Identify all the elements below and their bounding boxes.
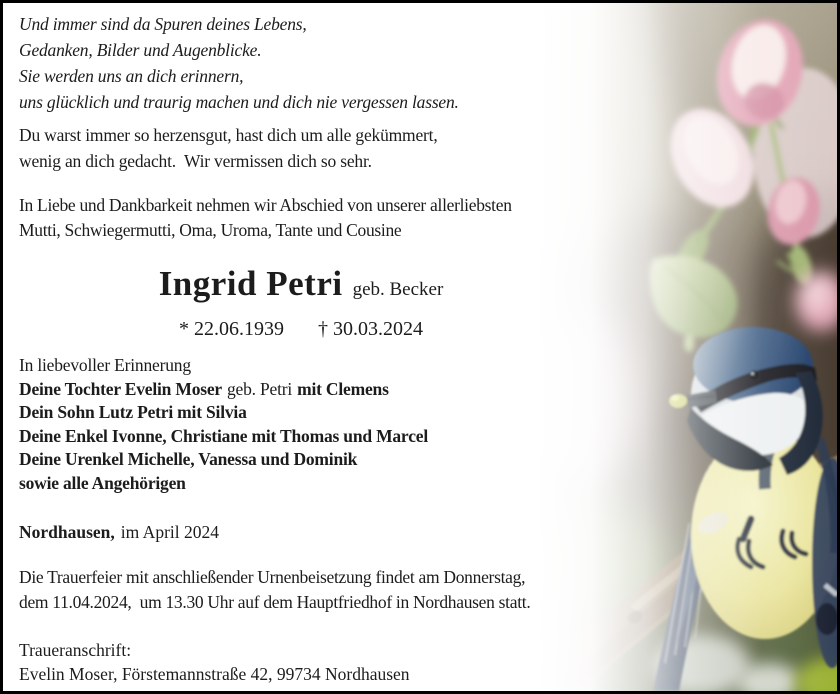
poem <box>19 11 459 115</box>
mourner-line-daughter <box>19 378 428 402</box>
daughter-bold-start: Deine Tochter Evelin Moser <box>19 378 222 399</box>
tribute-line: Du warst immer so herzensgut, hast dich um alle gekümmert, <box>19 125 438 145</box>
poem-line: Sie werden uns an dich erinnern, <box>19 66 244 86</box>
farewell-line: In Liebe und Dankbarkeit nehmen wir Abschied von unserer allerliebsten <box>19 195 512 215</box>
place-name: Nordhausen, <box>19 522 115 542</box>
funeral-info <box>19 565 530 615</box>
daughter-bold-end: mit Clemens <box>297 378 389 399</box>
daughter-maiden: geb. Petri <box>227 378 293 399</box>
obituary-text <box>3 3 837 691</box>
deceased-name-line <box>3 263 599 311</box>
birth-date: * 22.06.1939 <box>179 318 284 340</box>
date-text: im April 2024 <box>120 522 219 542</box>
mourners-intro: In liebevoller Erinnerung <box>19 355 191 375</box>
life-dates <box>3 318 599 341</box>
maiden-name: geb. Becker <box>352 279 444 300</box>
farewell-line: Mutti, Schwiegermutti, Oma, Uroma, Tante und Cousine <box>19 220 402 240</box>
mourner-line: Deine Urenkel Michelle, Vanessa und Dominik <box>19 449 358 469</box>
condolence-label: Traueranschrift: <box>19 640 132 660</box>
mourner-line: sowie alle Angehörigen <box>19 472 186 493</box>
death-date: † 30.03.2024 <box>318 318 423 340</box>
condolence-address-block <box>19 639 410 686</box>
funeral-line: Die Trauerfeier mit anschließender Urnenbeisetzung findet am Donnerstag, <box>19 567 526 587</box>
poem-line: uns glücklich und traurig machen und dich nie vergessen lassen. <box>19 92 459 112</box>
funeral-line: dem 11.04.2024, um 13.30 Uhr auf dem Hauptfriedhof in Nordhausen statt. <box>19 592 531 612</box>
mourner-line: Dein Sohn Lutz Petri mit Silvia <box>19 402 247 422</box>
place-dateline <box>19 522 219 543</box>
condolence-address: Evelin Moser, Förstemannstraße 42, 99734 Nordhausen <box>19 663 410 684</box>
farewell-paragraph <box>19 193 512 243</box>
tribute-paragraph <box>19 122 438 174</box>
tribute-line: wenig an dich gedacht. Wir vermissen dich so sehr. <box>19 151 372 171</box>
poem-line: Und immer sind da Spuren deines Lebens, <box>19 14 307 34</box>
mourners-list <box>19 354 428 495</box>
poem-line: Gedanken, Bilder und Augenblicke. <box>19 40 262 60</box>
mourner-line: Deine Enkel Ivonne, Christiane mit Thomas und Marcel <box>19 425 428 446</box>
deceased-name-block <box>3 263 599 341</box>
deceased-name: Ingrid Petri <box>158 264 343 303</box>
